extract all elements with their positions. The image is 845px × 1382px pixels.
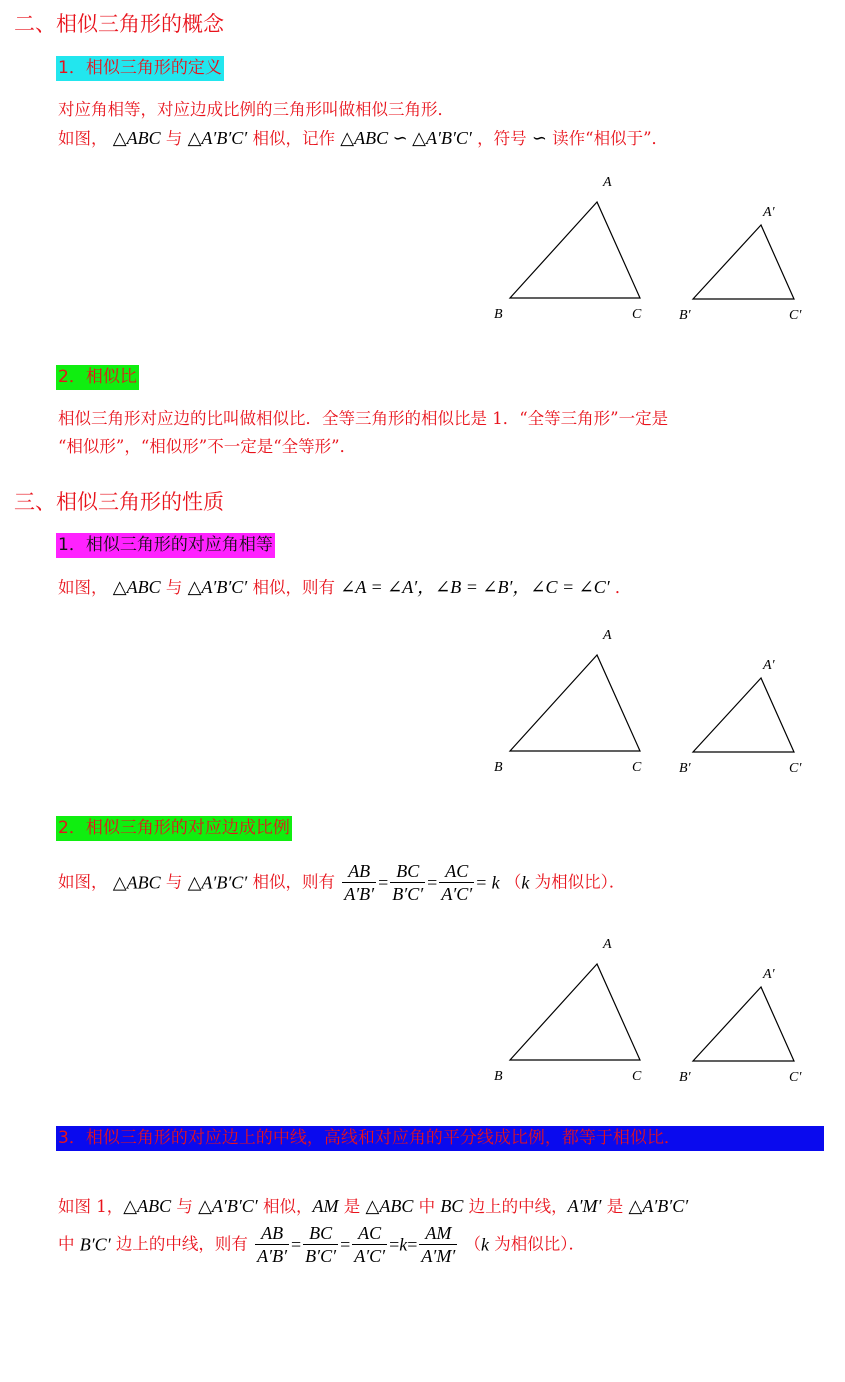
label-c: C xyxy=(632,307,642,322)
fraction-ab: $\frac{AB}{A'B'}$ xyxy=(344,861,375,904)
label-a: A xyxy=(603,628,612,643)
label-a-prime: A′ xyxy=(763,205,775,220)
label-c: C xyxy=(632,760,642,775)
fraction-ac: $\frac{AC}{A'C'}$ xyxy=(441,861,473,904)
label-c-prime: C′ xyxy=(789,308,802,323)
triangle-abc xyxy=(510,964,640,1060)
subheading-similarity-ratio: 2．相似比 xyxy=(56,365,139,390)
sides-proportional-text: 如图， △ABC 与 △A′B′C′ 相似，则有 $\frac{AB}{A'B'}$ = $\frac{BC}{B'C'}$ = $\frac{AC}{A'C'}$ = k （k 为相似比）． xyxy=(58,861,626,904)
subheading-angles-equal: 1．相似三角形的对应角相等 xyxy=(56,533,275,558)
label-b: B xyxy=(494,1069,503,1084)
label-a-prime: A′ xyxy=(763,967,775,982)
subheading-sides-proportional: 2．相似三角形的对应边成比例 xyxy=(56,816,292,841)
subheading-definition: 1．相似三角形的定义 xyxy=(56,56,224,81)
angles-equal-text: 如图， △ABC 与 △A′B′C′ 相似，则有 ∠A = ∠A′，∠B = ∠B′，∠C = ∠C′ ． xyxy=(58,577,632,597)
label-a-prime: A′ xyxy=(763,658,775,673)
label-b-prime: B′ xyxy=(679,308,691,323)
similarity-ratio-text-line2: “相似形”，“相似形”不一定是“全等形”． xyxy=(58,437,357,456)
label-b-prime: B′ xyxy=(679,1070,691,1085)
triangle-a2b2c2 xyxy=(693,225,794,299)
similar-triangles-figure-3 xyxy=(480,928,820,1094)
label-a: A xyxy=(603,175,612,190)
fraction-ac: $\frac{AC}{A'C'}$ xyxy=(354,1223,386,1266)
label-b: B xyxy=(494,760,503,775)
similar-triangles-figure-1 xyxy=(480,166,820,332)
triangle-a2b2c2 xyxy=(693,987,794,1061)
subheading-medians-proportional: 3．相似三角形的对应边上的中线，高线和对应角的平分线成比例，都等于相似比． xyxy=(56,1126,824,1151)
fraction-ab: $\frac{AB}{A'B'}$ xyxy=(257,1223,288,1266)
label-a: A xyxy=(603,937,612,952)
triangle-abc xyxy=(510,202,640,298)
fraction-bc: $\frac{BC}{B'C'}$ xyxy=(305,1223,337,1266)
fraction-am: $\frac{AM}{A'M'}$ xyxy=(421,1223,456,1266)
similar-triangles-figure-2 xyxy=(480,619,820,785)
similarity-ratio-text-line1: 相似三角形对应边的比叫做相似比．全等三角形的相似比是 1．“全等三角形”一定是 xyxy=(58,409,669,428)
triangle-abc xyxy=(510,655,640,751)
medians-text-line2: 中 B′C′ 边上的中线，则有 $\frac{AB}{A'B'}$ = $\frac{BC}{B'C'}$ = $\frac{AC}{A'C'}$ =k= $\frac{AM}{A'M'}$ （k 为相似比）． xyxy=(58,1223,586,1266)
triangle-a2b2c2 xyxy=(693,678,794,752)
fraction-bc: $\frac{BC}{B'C'}$ xyxy=(392,861,424,904)
definition-notation-line: 如图， △ABC 与 △A′B′C′ 相似，记作 △ABC ∽ △A′B′C′ ，符号 ∽ 读作“相似于”． xyxy=(58,128,669,148)
label-c-prime: C′ xyxy=(789,761,802,776)
section-heading-concept: 二、相似三角形的概念 xyxy=(14,12,224,36)
medians-text-line1: 如图 1，△ABC 与 △A′B′C′ 相似，AM 是 △ABC 中 BC 边上的中线，A′M′ 是 △A′B′C′ xyxy=(58,1196,689,1216)
section-heading-properties: 三、相似三角形的性质 xyxy=(14,490,224,514)
label-c: C xyxy=(632,1069,642,1084)
label-b: B xyxy=(494,307,503,322)
definition-text: 对应角相等，对应边成比例的三角形叫做相似三角形． xyxy=(58,100,454,119)
label-b-prime: B′ xyxy=(679,761,691,776)
label-c-prime: C′ xyxy=(789,1070,802,1085)
